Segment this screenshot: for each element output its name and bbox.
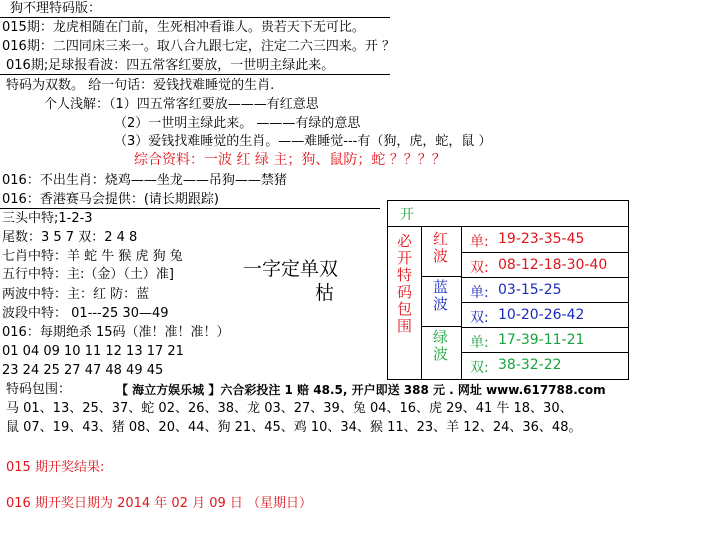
- divider: [0, 74, 390, 75]
- row-numbers: 08-12-18-30-40: [498, 257, 608, 273]
- row-numbers: 19-23-35-45: [498, 231, 585, 247]
- row-label: 双:: [470, 260, 489, 276]
- row-label: 单:: [470, 285, 489, 301]
- divider: [0, 208, 380, 209]
- side-label: 必开特码包围: [395, 233, 413, 335]
- text-line: （2）一世明主绿此来。 ———有绿的意思: [114, 116, 361, 131]
- text-line: 015期：龙虎相随在门前，生死相冲看谁人。贵若天下无可比。: [2, 20, 365, 35]
- row-label: 双:: [470, 310, 489, 326]
- text-line: 01 04 09 10 11 12 13 17 21: [2, 344, 184, 359]
- text-line: 特码为双数。 给一句话：爱钱找难睡觉的生肖.: [6, 78, 275, 93]
- text-line: 三头中特;1-2-3: [2, 211, 93, 226]
- text-line: （3）爱钱找难睡觉的生肖。——难睡觉---有（狗，虎，蛇，鼠 ）: [114, 134, 492, 149]
- text-line: 波段中特： 01---25 30—49: [2, 306, 169, 321]
- row-numbers: 38-32-22: [498, 357, 562, 373]
- text-line: 特码包围：: [6, 382, 72, 397]
- text-line: 016：不出生肖：烧鸡——坐龙——吊狗——禁猪: [2, 173, 287, 188]
- text-line: 016：香港赛马会提供：(请长期跟踪): [2, 192, 219, 207]
- text-line: 23 24 25 27 47 48 49 45: [2, 363, 164, 378]
- text-line: 鼠 07、19、43、猪 08、20、44、狗 21、45、鸡 10、34、猴 11、23、羊 12、24、36、48。: [6, 420, 582, 435]
- table-header: 开: [400, 207, 414, 223]
- row-numbers: 03-15-25: [498, 282, 562, 298]
- text-line: 个人浅解：（1）四五常客红要放———有红意思: [44, 97, 319, 112]
- text-line: 016期;足球报看波：四五常客红要放，一世明主绿此来。: [6, 58, 335, 73]
- text-line: 马 01、13、25、37、蛇 02、26、38、龙 03、27、39、兔 04、16、虎 29、41 牛 18、30、: [6, 401, 573, 416]
- row-numbers: 17-39-11-21: [498, 332, 585, 348]
- page-title: 狗不理特码版：: [10, 1, 102, 16]
- result-016: 016 期开奖日期为 2014 年 02 月 09 日 （星期日）: [6, 496, 313, 511]
- center-text: 枯: [315, 282, 335, 304]
- text-line: 五行中特：主:（金）（土）准]: [2, 267, 174, 282]
- text-line: 两波中特：主：红 防：蓝: [2, 287, 150, 302]
- text-line: 016期：二四同床三来一。取八合九跟七定，注定二六三四来。开 ？: [2, 39, 395, 54]
- text-line: 七肖中特：羊 蛇 牛 猴 虎 狗 兔: [2, 249, 183, 264]
- result-015: 015 期开奖结果:: [6, 460, 105, 475]
- row-label: 单:: [470, 234, 489, 250]
- row-label: 双:: [470, 360, 489, 376]
- group-green-wave: 绿波: [431, 329, 449, 363]
- center-text: 一字定单双: [243, 258, 339, 280]
- text-line: 尾数：3 5 7 双：2 4 8: [2, 230, 138, 245]
- row-numbers: 10-20-26-42: [498, 307, 585, 323]
- group-blue-wave: 蓝波: [431, 279, 449, 313]
- summary-line: 综合资料：一波 红 绿 主；狗、鼠防；蛇 ？？？？: [134, 152, 446, 168]
- group-red-wave: 红波: [431, 231, 449, 265]
- prediction-table: [387, 200, 629, 380]
- text-line: 016：每期绝杀 15码（准！准！准！）: [2, 325, 230, 340]
- divider: [0, 17, 390, 18]
- ad-line: 【 海立方娱乐城 】六合彩投注 1 赔 48.5, 开户即送 388 元 . 网址 www.617788.com: [116, 383, 606, 397]
- row-label: 单:: [470, 335, 489, 351]
